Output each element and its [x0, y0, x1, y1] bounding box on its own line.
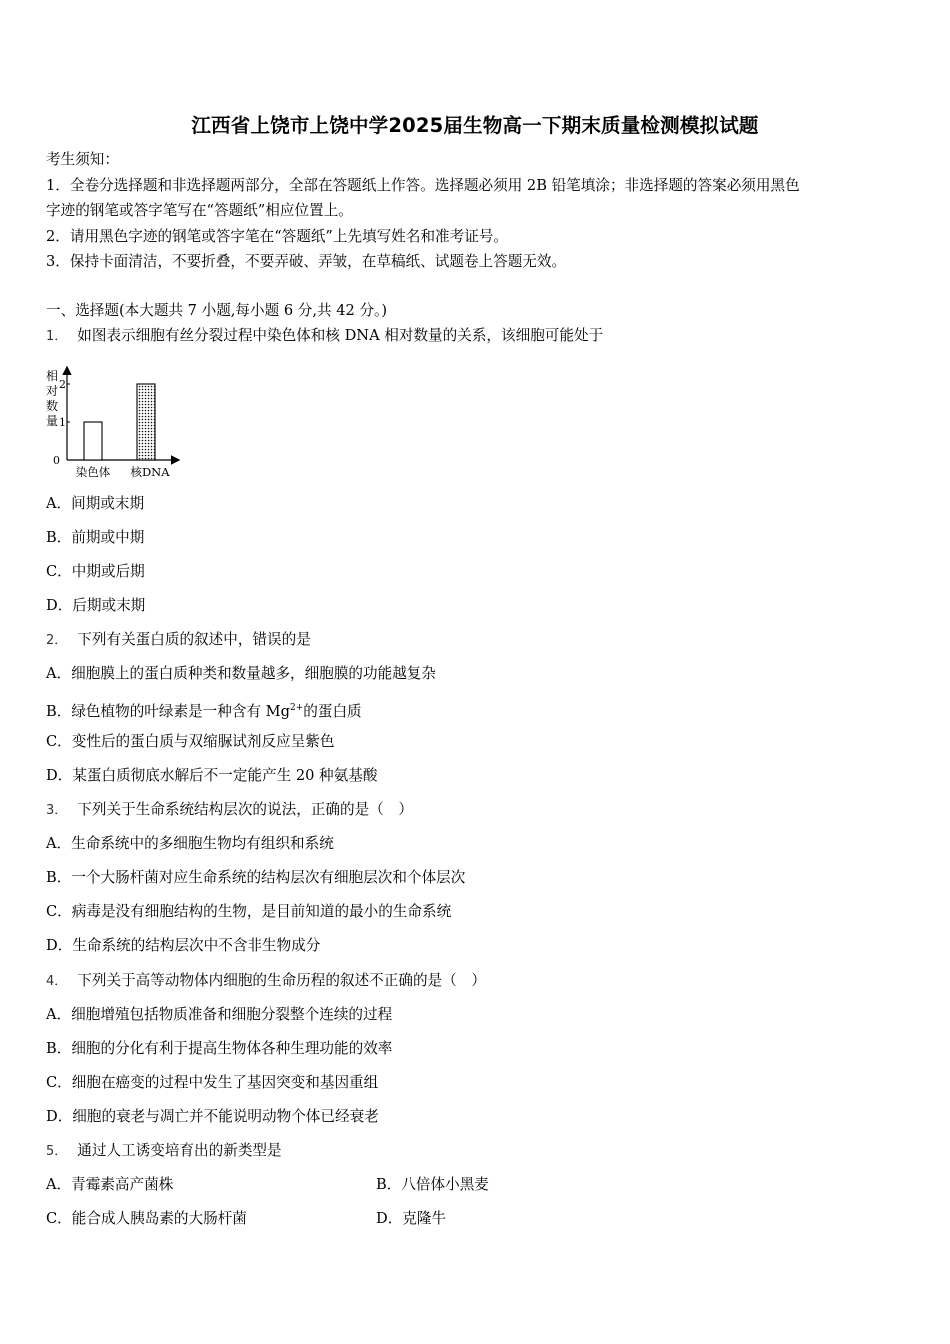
- question-number: 3．: [46, 803, 68, 818]
- q2-option-d[interactable]: D．某蛋白质彻底水解后不一定能产生 20 种氨基酸: [46, 767, 378, 784]
- y-label-char: 数: [45, 399, 59, 413]
- question-text: 通过人工诱变培育出的新类型是: [77, 1142, 282, 1159]
- superscript: 2+: [289, 703, 304, 713]
- y-label-char: 对: [45, 384, 59, 398]
- y-label-char: 量: [45, 414, 59, 428]
- x-tick-label: 核DNA: [130, 465, 170, 479]
- question-5: [46, 1141, 282, 1162]
- section-heading: 一、选择题(本大题共 7 小题,每小题 6 分,共 42 分。): [46, 302, 388, 319]
- y-axis-label: [46, 368, 58, 428]
- question-text: 下列有关蛋白质的叙述中，错误的是: [77, 631, 311, 648]
- question-number: 1．: [46, 329, 68, 344]
- notice-heading: 考生须知：: [46, 151, 119, 168]
- question-number: 2．: [46, 633, 68, 648]
- question-text: 如图表示细胞有丝分裂过程中染色体和核 DNA 相对数量的关系，该细胞可能处于: [77, 327, 604, 344]
- q2-option-b[interactable]: [46, 698, 362, 722]
- bars: [84, 384, 155, 460]
- q2-option-c[interactable]: C．变性后的蛋白质与双缩脲试剂反应呈紫色: [46, 733, 335, 750]
- q4-option-b[interactable]: B．细胞的分化有利于提高生物体各种生理功能的效率: [46, 1040, 393, 1057]
- q3-option-d[interactable]: D．生命系统的结构层次中不含非生物成分: [46, 937, 321, 954]
- q4-option-c[interactable]: C．细胞在癌变的过程中发生了基因突变和基因重组: [46, 1074, 379, 1091]
- question-2: [46, 630, 311, 651]
- q5-option-b[interactable]: B．八倍体小黑麦: [376, 1176, 489, 1193]
- x-tick-label: 染色体: [75, 465, 111, 479]
- bar-chart: [42, 364, 192, 484]
- question-number: 4．: [46, 974, 68, 989]
- question-3: [46, 800, 413, 821]
- notice-line-1a: 1．全卷分选择题和非选择题两部分，全部在答题纸上作答。选择题必须用 2B 铅笔填涂；非选择题的答案必须用黑色: [46, 177, 800, 194]
- x-tick-labels: [76, 465, 170, 479]
- q2-option-a[interactable]: A．细胞膜上的蛋白质种类和数量越多，细胞膜的功能越复杂: [46, 665, 436, 682]
- question-text: 下列关于高等动物体内细胞的生命历程的叙述不正确的是（ ）: [77, 972, 486, 989]
- y-label-char: 相: [45, 369, 59, 383]
- option-text: B．绿色植物的叶绿素是一种含有 Mg: [46, 703, 290, 720]
- question-4: [46, 971, 486, 992]
- q1-option-c[interactable]: C．中期或后期: [46, 563, 145, 580]
- q3-option-c[interactable]: C．病毒是没有细胞结构的生物，是目前知道的最小的生命系统: [46, 903, 452, 920]
- q1-option-a[interactable]: A．间期或末期: [46, 495, 145, 512]
- bar-nuclear-dna: [137, 384, 155, 460]
- bar-chromosome: [84, 422, 102, 460]
- y-tick-label: 0: [53, 454, 60, 467]
- notice-line-3: 3．保持卡面清洁，不要折叠，不要弄破、弄皱，在草稿纸、试题卷上答题无效。: [46, 253, 567, 270]
- notice-line-1b: 字迹的钢笔或答字笔写在“答题纸”相应位置上。: [46, 202, 353, 219]
- q3-option-b[interactable]: B．一个大肠杆菌对应生命系统的结构层次有细胞层次和个体层次: [46, 869, 466, 886]
- y-tick-label: 1: [59, 416, 66, 429]
- q4-option-a[interactable]: A．细胞增殖包括物质准备和细胞分裂整个连续的过程: [46, 1006, 393, 1023]
- q4-option-d[interactable]: D．细胞的衰老与凋亡并不能说明动物个体已经衰老: [46, 1108, 379, 1125]
- q5-option-d[interactable]: D．克隆牛: [376, 1210, 447, 1227]
- q1-option-d[interactable]: D．后期或末期: [46, 597, 146, 614]
- option-text: 的蛋白质: [303, 703, 362, 720]
- y-tick-label: 2: [59, 378, 66, 391]
- q3-option-a[interactable]: A．生命系统中的多细胞生物均有组织和系统: [46, 835, 334, 852]
- question-1: [46, 326, 603, 347]
- notice-line-2: 2．请用黑色字迹的钢笔或答字笔在“答题纸”上先填写姓名和准考证号。: [46, 228, 509, 245]
- q5-option-c[interactable]: C．能合成人胰岛素的大肠杆菌: [46, 1210, 247, 1227]
- page-title: 江西省上饶市上饶中学2025届生物高一下期末质量检测模拟试题: [191, 114, 759, 137]
- q1-option-b[interactable]: B．前期或中期: [46, 529, 145, 546]
- q5-option-a[interactable]: A．青霉素高产菌株: [46, 1176, 174, 1193]
- question-number: 5．: [46, 1144, 68, 1159]
- question-text: 下列关于生命系统结构层次的说法，正确的是（ ）: [77, 801, 413, 818]
